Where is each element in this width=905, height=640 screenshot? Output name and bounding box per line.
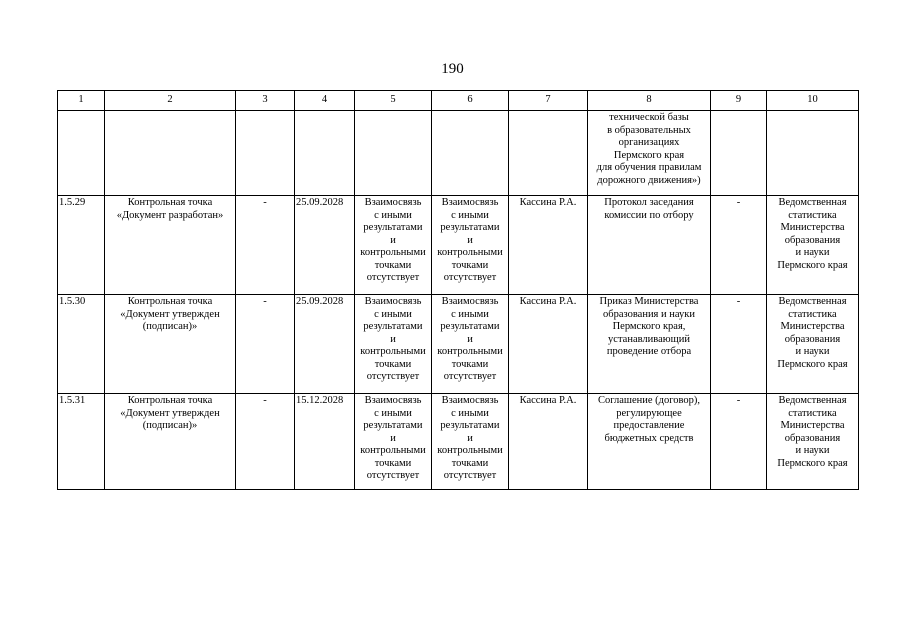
column-header-5: 5 xyxy=(355,91,432,111)
relation-text: Взаимосвязь с иными результатами и контрольными точками отсутствует xyxy=(432,196,509,295)
information-source: Ведомственная статистика Министерства образования и науки Пермского края xyxy=(767,196,859,295)
dash-cell: - xyxy=(711,295,767,394)
table-row xyxy=(58,394,859,490)
control-point-name: Контрольная точка «Документ разработан» xyxy=(105,196,236,295)
dash-cell: - xyxy=(711,196,767,295)
table-header xyxy=(58,91,859,111)
table-cell xyxy=(509,111,588,196)
due-date: 15.12.2028 xyxy=(295,394,355,490)
row-number: 1.5.31 xyxy=(58,394,105,490)
column-header-8: 8 xyxy=(588,91,711,111)
column-header-9: 9 xyxy=(711,91,767,111)
information-source: Ведомственная статистика Министерства образования и науки Пермского края xyxy=(767,295,859,394)
page-number: 190 xyxy=(441,61,464,77)
table-cell xyxy=(767,111,859,196)
table-cell xyxy=(58,111,105,196)
row-number: 1.5.30 xyxy=(58,295,105,394)
continuation-document-text: технической базы в образовательных организациях Пермского края для обучения правилам дорожного движения») xyxy=(588,111,711,196)
dash-cell: - xyxy=(236,394,295,490)
relation-text: Взаимосвязь с иными результатами и контрольными точками отсутствует xyxy=(432,394,509,490)
table-cell xyxy=(236,111,295,196)
dash-cell: - xyxy=(236,295,295,394)
due-date: 25.09.2028 xyxy=(295,196,355,295)
relation-text: Взаимосвязь с иными результатами и контрольными точками отсутствует xyxy=(432,295,509,394)
table-cell xyxy=(295,111,355,196)
due-date: 25.09.2028 xyxy=(295,295,355,394)
column-header-7: 7 xyxy=(509,91,588,111)
column-header-3: 3 xyxy=(236,91,295,111)
relation-text: Взаимосвязь с иными результатами и контрольными точками отсутствует xyxy=(355,295,432,394)
column-header-2: 2 xyxy=(105,91,236,111)
table-cell xyxy=(355,111,432,196)
information-source: Ведомственная статистика Министерства образования и науки Пермского края xyxy=(767,394,859,490)
relation-text: Взаимосвязь с иными результатами и контрольными точками отсутствует xyxy=(355,196,432,295)
control-point-name: Контрольная точка «Документ утвержден (подписан)» xyxy=(105,394,236,490)
responsible-person: Кассина Р.А. xyxy=(509,295,588,394)
table-cell xyxy=(105,111,236,196)
control-point-name: Контрольная точка «Документ утвержден (подписан)» xyxy=(105,295,236,394)
responsible-person: Кассина Р.А. xyxy=(509,394,588,490)
column-header-10: 10 xyxy=(767,91,859,111)
table-row xyxy=(58,196,859,295)
dash-cell: - xyxy=(711,394,767,490)
row-number: 1.5.29 xyxy=(58,196,105,295)
column-header-1: 1 xyxy=(58,91,105,111)
control-points-table xyxy=(57,90,859,490)
dash-cell: - xyxy=(236,196,295,295)
column-header-4: 4 xyxy=(295,91,355,111)
continuation-row xyxy=(58,111,859,196)
document-type: Приказ Министерства образования и науки Пермского края, устанавливающий проведение отбора xyxy=(588,295,711,394)
table-cell xyxy=(432,111,509,196)
document-type: Протокол заседания комиссии по отбору xyxy=(588,196,711,295)
responsible-person: Кассина Р.А. xyxy=(509,196,588,295)
column-header-6: 6 xyxy=(432,91,509,111)
header-row xyxy=(58,91,859,111)
table-cell xyxy=(711,111,767,196)
relation-text: Взаимосвязь с иными результатами и контрольными точками отсутствует xyxy=(355,394,432,490)
table-row xyxy=(58,295,859,394)
document-type: Соглашение (договор), регулирующее предоставление бюджетных средств xyxy=(588,394,711,490)
